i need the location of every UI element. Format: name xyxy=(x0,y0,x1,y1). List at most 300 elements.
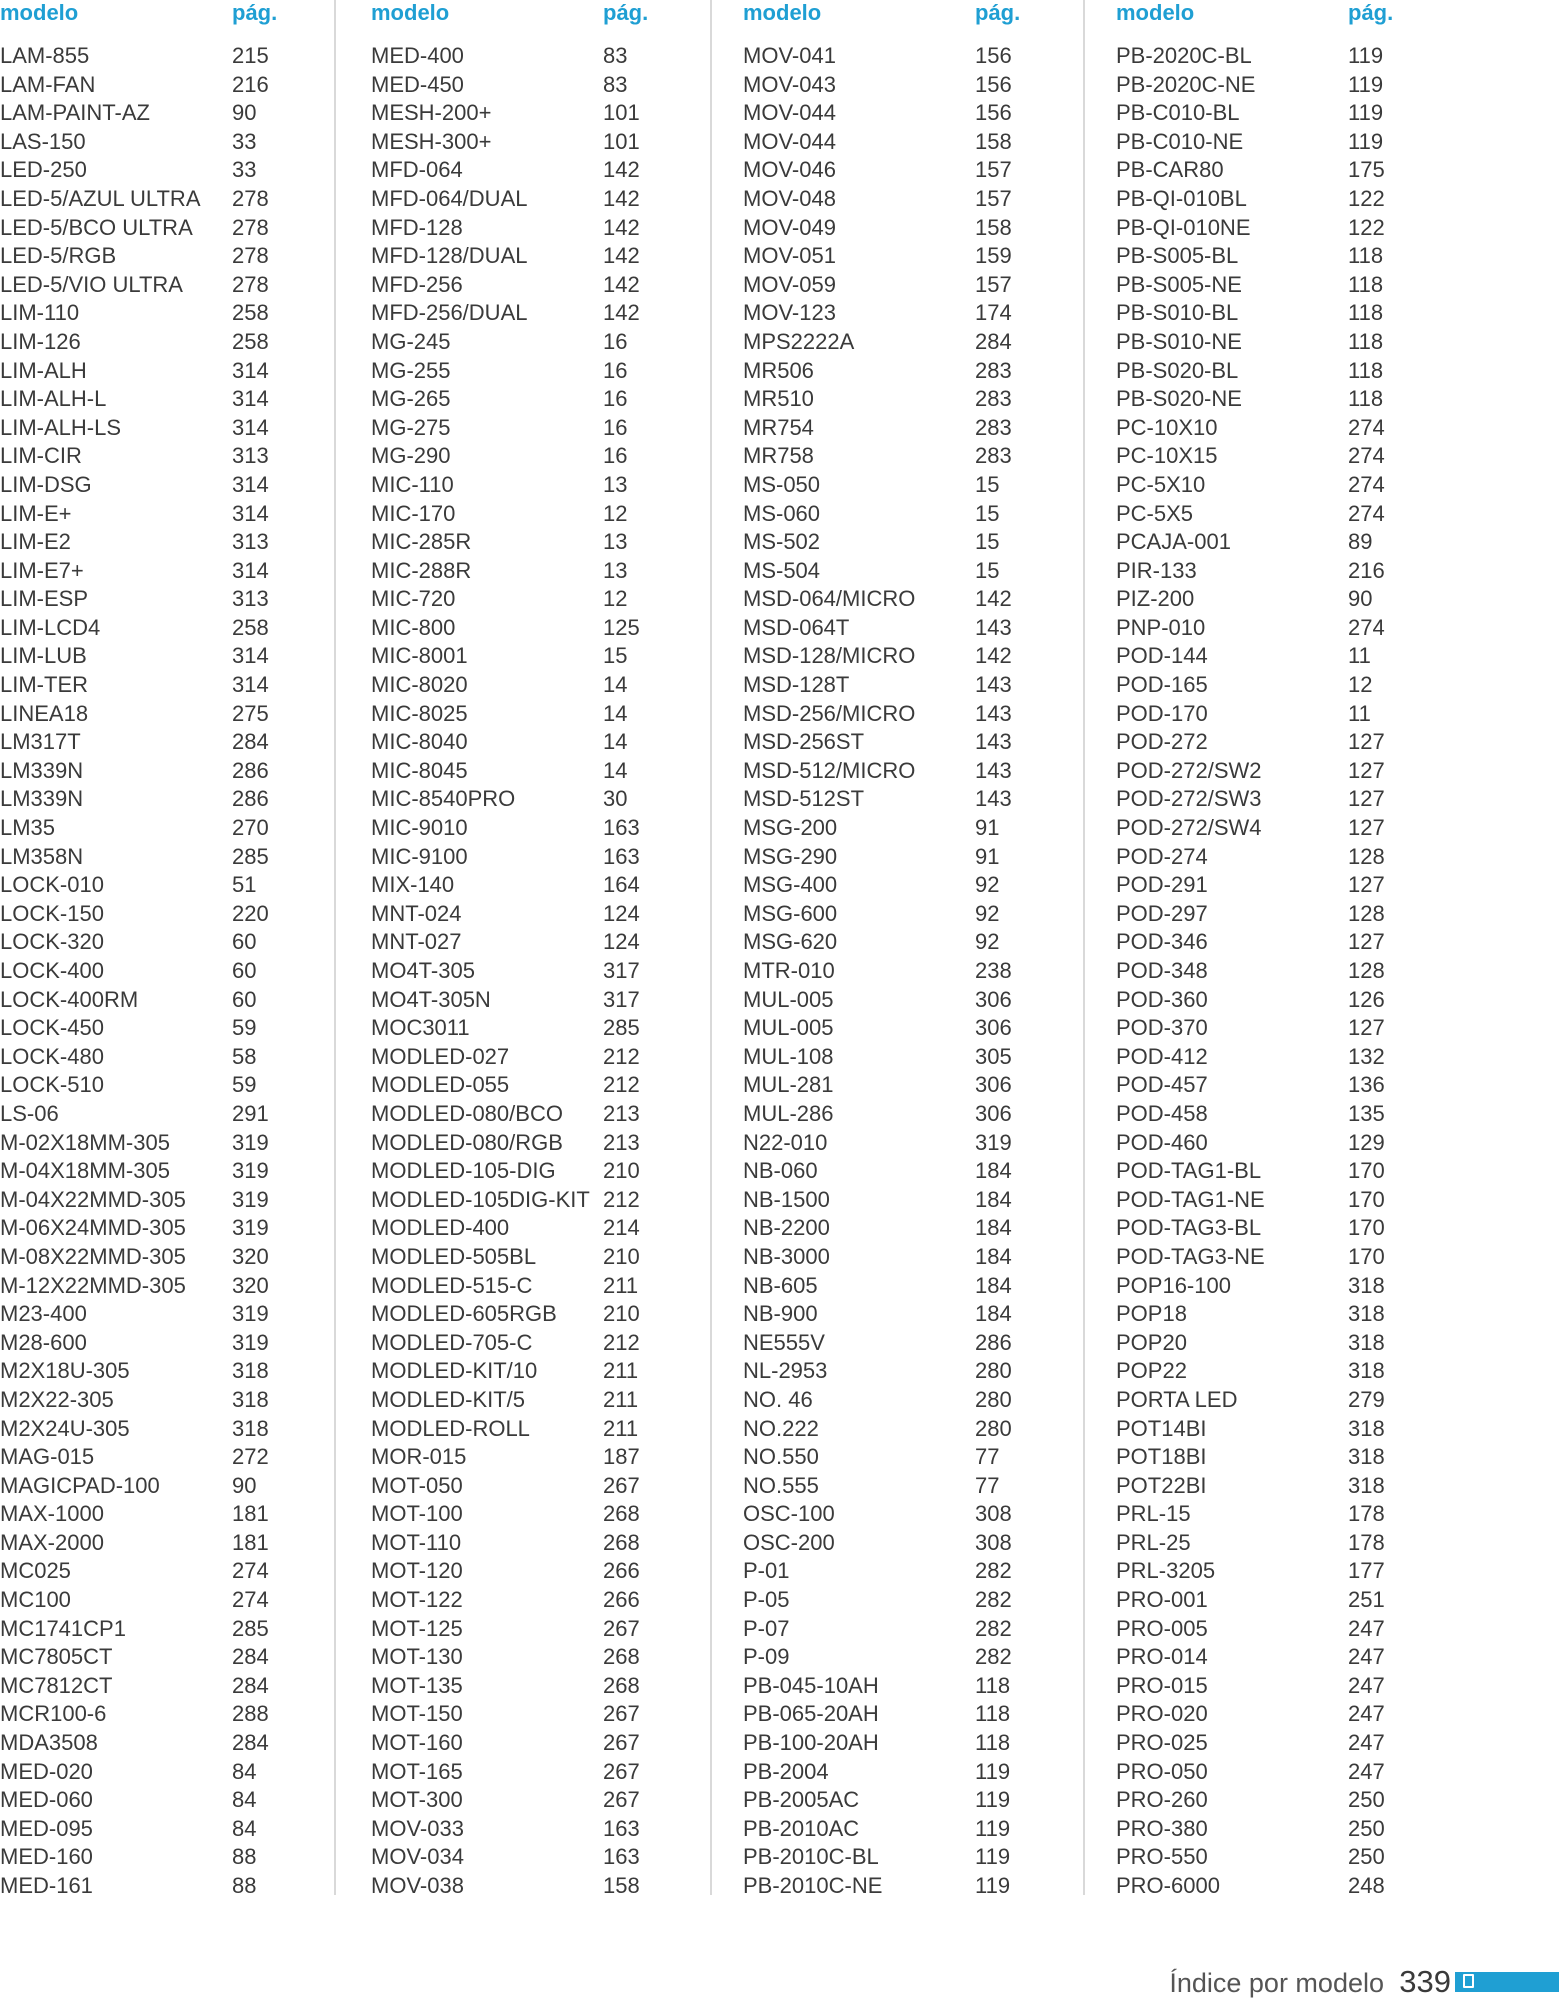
model-code: LIM-DSG xyxy=(0,471,92,497)
page-ref: 270 xyxy=(232,815,269,841)
page-ref: 314 xyxy=(232,471,269,497)
column-header xyxy=(1116,0,1476,42)
model-code: MOT-150 xyxy=(371,1701,463,1727)
page-ref: 14 xyxy=(603,729,628,755)
model-code: MIC-800 xyxy=(371,614,456,640)
model-code: LIM-ALH-LS xyxy=(0,414,122,440)
model-code: NO.555 xyxy=(743,1472,819,1498)
model-code: MR754 xyxy=(743,414,814,440)
model-code: MIC-8001 xyxy=(371,643,468,669)
page-ref: 284 xyxy=(232,1730,269,1756)
index-row xyxy=(743,1357,1103,1386)
page-ref: 118 xyxy=(1348,243,1384,269)
page-ref: 306 xyxy=(975,1015,1012,1041)
model-code: PB-065-20AH xyxy=(743,1701,879,1727)
model-code: MSG-620 xyxy=(743,929,838,955)
page-ref: 319 xyxy=(975,1129,1012,1155)
page-ref: 156 xyxy=(975,100,1012,126)
page-ref: 128 xyxy=(1348,843,1385,869)
page-ref: 284 xyxy=(975,328,1012,354)
model-code: MIC-9010 xyxy=(371,815,468,841)
page-ref: 283 xyxy=(975,414,1012,440)
index-row xyxy=(0,728,360,757)
page-ref: 212 xyxy=(603,1186,640,1212)
model-code: LED-5/BCO ULTRA xyxy=(0,214,193,240)
model-code: MOV-044 xyxy=(743,128,836,154)
model-code: LOCK-400RM xyxy=(0,986,139,1012)
model-code: PB-S020-BL xyxy=(1116,357,1239,383)
index-row xyxy=(0,986,360,1015)
model-code: PB-C010-BL xyxy=(1116,100,1240,126)
index-row xyxy=(371,357,731,386)
model-code: LS-06 xyxy=(0,1100,59,1126)
page-ref: 286 xyxy=(232,786,269,812)
index-row xyxy=(1116,614,1476,643)
index-row xyxy=(371,1815,731,1844)
page-ref: 15 xyxy=(603,643,628,669)
page-ref: 247 xyxy=(1348,1644,1385,1670)
model-code: PRO-025 xyxy=(1116,1730,1208,1756)
index-row xyxy=(743,185,1103,214)
page-ref: 118 xyxy=(1348,328,1384,354)
page-ref: 13 xyxy=(603,529,628,555)
index-row xyxy=(743,1472,1103,1501)
index-row xyxy=(1116,1529,1476,1558)
index-row xyxy=(1116,585,1476,614)
index-row xyxy=(0,1386,360,1415)
index-row xyxy=(1116,1758,1476,1787)
page-ref: 16 xyxy=(603,386,628,412)
index-row xyxy=(1116,414,1476,443)
index-row xyxy=(371,1100,731,1129)
page-ref: 156 xyxy=(975,43,1012,68)
header-model: modelo xyxy=(743,0,822,25)
index-row xyxy=(371,528,731,557)
index-column-3 xyxy=(743,0,1103,1901)
page-ref: 118 xyxy=(975,1730,1011,1756)
index-row xyxy=(1116,1129,1476,1158)
model-code: MIC-8040 xyxy=(371,729,468,755)
model-code: M2X24U-305 xyxy=(0,1415,130,1441)
page-ref: 124 xyxy=(603,900,640,926)
model-code: MOT-122 xyxy=(371,1587,463,1613)
model-code: LAS-150 xyxy=(0,128,86,154)
model-code: MIX-140 xyxy=(371,872,455,898)
index-row xyxy=(0,557,360,586)
index-row xyxy=(1116,642,1476,671)
page-ref: 305 xyxy=(975,1043,1012,1069)
page-ref: 282 xyxy=(975,1644,1012,1670)
index-row xyxy=(0,1758,360,1787)
model-code: POD-457 xyxy=(1116,1072,1208,1098)
index-row xyxy=(743,1843,1103,1872)
index-row xyxy=(0,1872,360,1901)
index-row xyxy=(743,585,1103,614)
page-ref: 16 xyxy=(603,328,628,354)
model-code: M28-600 xyxy=(0,1329,87,1355)
model-code: MED-160 xyxy=(0,1844,93,1870)
page-ref: 280 xyxy=(975,1415,1012,1441)
page-ref: 274 xyxy=(1348,443,1385,469)
model-code: POD-412 xyxy=(1116,1043,1208,1069)
page-ref: 135 xyxy=(1348,1100,1385,1126)
index-row xyxy=(371,900,731,929)
page-ref: 250 xyxy=(1348,1787,1385,1813)
index-row xyxy=(1116,1071,1476,1100)
page-ref: 317 xyxy=(603,986,640,1012)
page-ref: 247 xyxy=(1348,1758,1385,1784)
index-row xyxy=(743,957,1103,986)
model-code: POD-348 xyxy=(1116,958,1208,983)
model-code: LM317T xyxy=(0,729,81,755)
page-ref: 84 xyxy=(232,1815,257,1841)
page-ref: 33 xyxy=(232,157,257,183)
model-code: LOCK-400 xyxy=(0,958,104,983)
page-ref: 118 xyxy=(1348,271,1384,297)
index-row xyxy=(1116,500,1476,529)
page-ref: 163 xyxy=(603,1844,640,1870)
index-row xyxy=(371,1272,731,1301)
page-ref: 278 xyxy=(232,243,269,269)
model-code: LOCK-150 xyxy=(0,900,104,926)
index-row xyxy=(1116,986,1476,1015)
model-code: LIM-126 xyxy=(0,328,81,354)
footer-title: Índice por modelo xyxy=(1169,1968,1384,1998)
index-row xyxy=(371,785,731,814)
model-code: MC7812CT xyxy=(0,1672,113,1698)
page-footer xyxy=(999,1960,1559,2000)
page-ref: 12 xyxy=(1348,672,1373,698)
page-ref: 284 xyxy=(232,1644,269,1670)
model-code: MODLED-505BL xyxy=(371,1243,537,1269)
page-ref: 16 xyxy=(603,357,628,383)
index-row xyxy=(1116,1214,1476,1243)
page-ref: 286 xyxy=(975,1329,1012,1355)
index-row xyxy=(1116,1186,1476,1215)
model-code: PRO-260 xyxy=(1116,1787,1208,1813)
index-row xyxy=(0,1100,360,1129)
page-ref: 119 xyxy=(1348,100,1384,126)
header-page: pág. xyxy=(975,0,1021,25)
index-row xyxy=(743,843,1103,872)
model-code: LOCK-450 xyxy=(0,1015,104,1041)
page-ref: 258 xyxy=(232,300,269,326)
model-code: LED-5/VIO ULTRA xyxy=(0,271,183,297)
page-ref: 15 xyxy=(975,500,1000,526)
model-code: POD-TAG3-NE xyxy=(1116,1243,1265,1269)
header-page: pág. xyxy=(232,0,278,25)
model-code: PORTA LED xyxy=(1116,1386,1238,1412)
index-row xyxy=(0,1129,360,1158)
index-row xyxy=(1116,957,1476,986)
page-ref: 142 xyxy=(603,300,640,326)
index-row xyxy=(0,528,360,557)
model-code: MESH-200+ xyxy=(371,100,492,126)
index-row xyxy=(371,585,731,614)
model-code: LIM-ESP xyxy=(0,586,89,612)
page-ref: 285 xyxy=(603,1015,640,1041)
model-code: LAM-PAINT-AZ xyxy=(0,100,150,126)
index-row xyxy=(0,1329,360,1358)
model-code: PB-QI-010NE xyxy=(1116,214,1251,240)
index-row xyxy=(0,585,360,614)
model-code: PB-S010-NE xyxy=(1116,328,1242,354)
page-ref: 318 xyxy=(1348,1444,1385,1470)
model-code: PB-2005AC xyxy=(743,1787,860,1813)
model-code: NB-900 xyxy=(743,1301,818,1327)
page-ref: 308 xyxy=(975,1529,1012,1555)
index-row xyxy=(1116,214,1476,243)
index-row xyxy=(1116,757,1476,786)
model-code: MAGICPAD-100 xyxy=(0,1472,160,1498)
page-ref: 118 xyxy=(1348,357,1384,383)
page-ref: 318 xyxy=(1348,1472,1385,1498)
model-code: PIR-133 xyxy=(1116,557,1197,583)
index-row xyxy=(0,1157,360,1186)
page-ref: 318 xyxy=(1348,1272,1385,1298)
model-code: POD-TAG1-NE xyxy=(1116,1186,1265,1212)
model-code: MOT-165 xyxy=(371,1758,463,1784)
index-row xyxy=(371,928,731,957)
page-ref: 184 xyxy=(975,1301,1012,1327)
index-row xyxy=(1116,185,1476,214)
index-row xyxy=(1116,1872,1476,1901)
page-ref: 318 xyxy=(1348,1301,1385,1327)
model-code: MSG-200 xyxy=(743,815,838,841)
index-row xyxy=(1116,843,1476,872)
index-row xyxy=(1116,1700,1476,1729)
page-ref: 211 xyxy=(603,1415,639,1441)
page-ref: 127 xyxy=(1348,757,1385,783)
model-code: PB-QI-010BL xyxy=(1116,185,1247,211)
index-row xyxy=(0,1243,360,1272)
page-ref: 184 xyxy=(975,1158,1012,1184)
model-code: MC100 xyxy=(0,1587,71,1613)
page-ref: 184 xyxy=(975,1186,1012,1212)
model-code: MED-060 xyxy=(0,1787,93,1813)
model-code: MG-265 xyxy=(371,386,451,412)
page-ref: 174 xyxy=(975,300,1012,326)
index-row xyxy=(743,1529,1103,1558)
index-row xyxy=(371,557,731,586)
index-row xyxy=(0,1443,360,1472)
model-code: LAM-FAN xyxy=(0,71,96,97)
model-code: MSD-256ST xyxy=(743,729,865,755)
index-row xyxy=(743,900,1103,929)
model-code: LIM-CIR xyxy=(0,443,82,469)
index-row xyxy=(1116,1586,1476,1615)
index-column-2 xyxy=(371,0,731,1901)
page-ref: 132 xyxy=(1348,1043,1385,1069)
page-ref: 314 xyxy=(232,500,269,526)
page-ref: 268 xyxy=(603,1672,640,1698)
page-ref: 119 xyxy=(975,1873,1011,1898)
index-row xyxy=(1116,728,1476,757)
index-row xyxy=(0,1357,360,1386)
index-row xyxy=(371,99,731,128)
index-row xyxy=(371,42,731,71)
page-ref: 119 xyxy=(1348,71,1384,97)
index-row xyxy=(371,71,731,100)
page-ref: 142 xyxy=(603,243,640,269)
page-ref: 83 xyxy=(603,43,628,68)
index-row xyxy=(743,385,1103,414)
page-ref: 88 xyxy=(232,1844,257,1870)
model-code: LM35 xyxy=(0,815,56,841)
model-code: MO4T-305 xyxy=(371,958,475,983)
index-row xyxy=(371,871,731,900)
model-code: MSD-256/MICRO xyxy=(743,700,916,726)
model-code: MOC3011 xyxy=(371,1015,470,1041)
index-row xyxy=(1116,71,1476,100)
index-row xyxy=(371,1786,731,1815)
model-code: LM339N xyxy=(0,786,84,812)
page-ref: 142 xyxy=(603,271,640,297)
model-code: PIZ-200 xyxy=(1116,586,1195,612)
index-row xyxy=(0,471,360,500)
model-code: MSD-512ST xyxy=(743,786,865,812)
index-row xyxy=(1116,1329,1476,1358)
index-row xyxy=(0,900,360,929)
model-code: MFD-256/DUAL xyxy=(371,300,528,326)
page-ref: 14 xyxy=(603,757,628,783)
index-row xyxy=(743,414,1103,443)
model-code: MOV-033 xyxy=(371,1815,464,1841)
index-row xyxy=(743,928,1103,957)
page-ref: 258 xyxy=(232,328,269,354)
index-row xyxy=(743,642,1103,671)
page-ref: 13 xyxy=(603,557,628,583)
model-code: MSD-064T xyxy=(743,614,850,640)
model-code: M2X22-305 xyxy=(0,1386,114,1412)
page-ref: 89 xyxy=(1348,529,1373,555)
model-code: PC-10X15 xyxy=(1116,443,1218,469)
model-code: POT18BI xyxy=(1116,1444,1207,1470)
model-code: LIM-E7+ xyxy=(0,557,84,583)
page-ref: 30 xyxy=(603,786,628,812)
page-ref: 90 xyxy=(232,1472,257,1498)
index-row xyxy=(743,1129,1103,1158)
model-code: MODLED-080/RGB xyxy=(371,1129,563,1155)
page-ref: 258 xyxy=(232,614,269,640)
index-row xyxy=(1116,1472,1476,1501)
index-row xyxy=(743,1672,1103,1701)
index-row xyxy=(0,700,360,729)
page-ref: 284 xyxy=(232,729,269,755)
model-code: NB-605 xyxy=(743,1272,818,1298)
page-ref: 238 xyxy=(975,958,1012,983)
page-ref: 282 xyxy=(975,1615,1012,1641)
index-row xyxy=(371,1043,731,1072)
index-row xyxy=(371,1415,731,1444)
index-row xyxy=(1116,1386,1476,1415)
model-code: POD-272 xyxy=(1116,729,1208,755)
model-code: MODLED-027 xyxy=(371,1043,510,1069)
page-ref: 283 xyxy=(975,386,1012,412)
page-ref: 170 xyxy=(1348,1243,1385,1269)
page-ref: 88 xyxy=(232,1873,257,1898)
model-code: MSG-290 xyxy=(743,843,838,869)
index-row xyxy=(743,156,1103,185)
page-ref: 143 xyxy=(975,672,1012,698)
index-row xyxy=(0,1043,360,1072)
model-code: PB-CAR80 xyxy=(1116,157,1224,183)
index-row xyxy=(743,1386,1103,1415)
model-code: MOR-015 xyxy=(371,1444,467,1470)
index-row xyxy=(743,1500,1103,1529)
page-ref: 59 xyxy=(232,1015,257,1041)
page-ref: 317 xyxy=(603,958,640,983)
page-ref: 159 xyxy=(975,243,1012,269)
page-ref: 14 xyxy=(603,700,628,726)
model-code: MIC-8540PRO xyxy=(371,786,516,812)
model-code: M-06X24MMD-305 xyxy=(0,1215,186,1241)
index-row xyxy=(1116,99,1476,128)
model-code: MODLED-515-C xyxy=(371,1272,533,1298)
model-code: PRO-6000 xyxy=(1116,1873,1220,1898)
page-ref: 77 xyxy=(975,1472,1000,1498)
model-code: PC-5X10 xyxy=(1116,471,1206,497)
index-row xyxy=(0,500,360,529)
index-row xyxy=(0,214,360,243)
page-ref: 282 xyxy=(975,1587,1012,1613)
index-row xyxy=(0,1729,360,1758)
index-row xyxy=(0,1272,360,1301)
model-code: MSD-128T xyxy=(743,672,850,698)
page-ref: 313 xyxy=(232,443,269,469)
model-code: PRL-3205 xyxy=(1116,1558,1216,1584)
index-row xyxy=(743,42,1103,71)
index-row xyxy=(371,1386,731,1415)
page-ref: 319 xyxy=(232,1215,269,1241)
page-ref: 15 xyxy=(975,471,1000,497)
page-ref: 119 xyxy=(1348,43,1384,68)
index-row xyxy=(743,1729,1103,1758)
index-row xyxy=(371,1700,731,1729)
index-row xyxy=(0,1815,360,1844)
page-ref: 267 xyxy=(603,1758,640,1784)
model-code: MODLED-400 xyxy=(371,1215,510,1241)
page-ref: 142 xyxy=(603,157,640,183)
model-code: OSC-100 xyxy=(743,1501,835,1527)
model-code: POD-297 xyxy=(1116,900,1208,926)
model-code: MOV-049 xyxy=(743,214,836,240)
index-row xyxy=(0,814,360,843)
model-code: MODLED-080/BCO xyxy=(371,1100,563,1126)
page-ref: 170 xyxy=(1348,1186,1385,1212)
index-row xyxy=(371,1872,731,1901)
page-ref: 91 xyxy=(975,843,1000,869)
model-code: MR506 xyxy=(743,357,814,383)
model-code: MODLED-ROLL xyxy=(371,1415,530,1441)
page-ref: 214 xyxy=(603,1215,640,1241)
model-code: MOV-123 xyxy=(743,300,836,326)
page-ref: 122 xyxy=(1348,185,1385,211)
page-ref: 142 xyxy=(603,185,640,211)
page-ref: 278 xyxy=(232,271,269,297)
model-code: MO4T-305N xyxy=(371,986,491,1012)
model-code: M-04X22MMD-305 xyxy=(0,1186,186,1212)
index-row xyxy=(0,128,360,157)
page-ref: 101 xyxy=(603,128,640,154)
index-row xyxy=(743,528,1103,557)
model-code: MODLED-105-DIG xyxy=(371,1158,556,1184)
model-code: PRO-005 xyxy=(1116,1615,1208,1641)
page-ref: 170 xyxy=(1348,1215,1385,1241)
model-code: NB-2200 xyxy=(743,1215,830,1241)
index-row xyxy=(743,728,1103,757)
model-code: MOV-038 xyxy=(371,1873,464,1898)
